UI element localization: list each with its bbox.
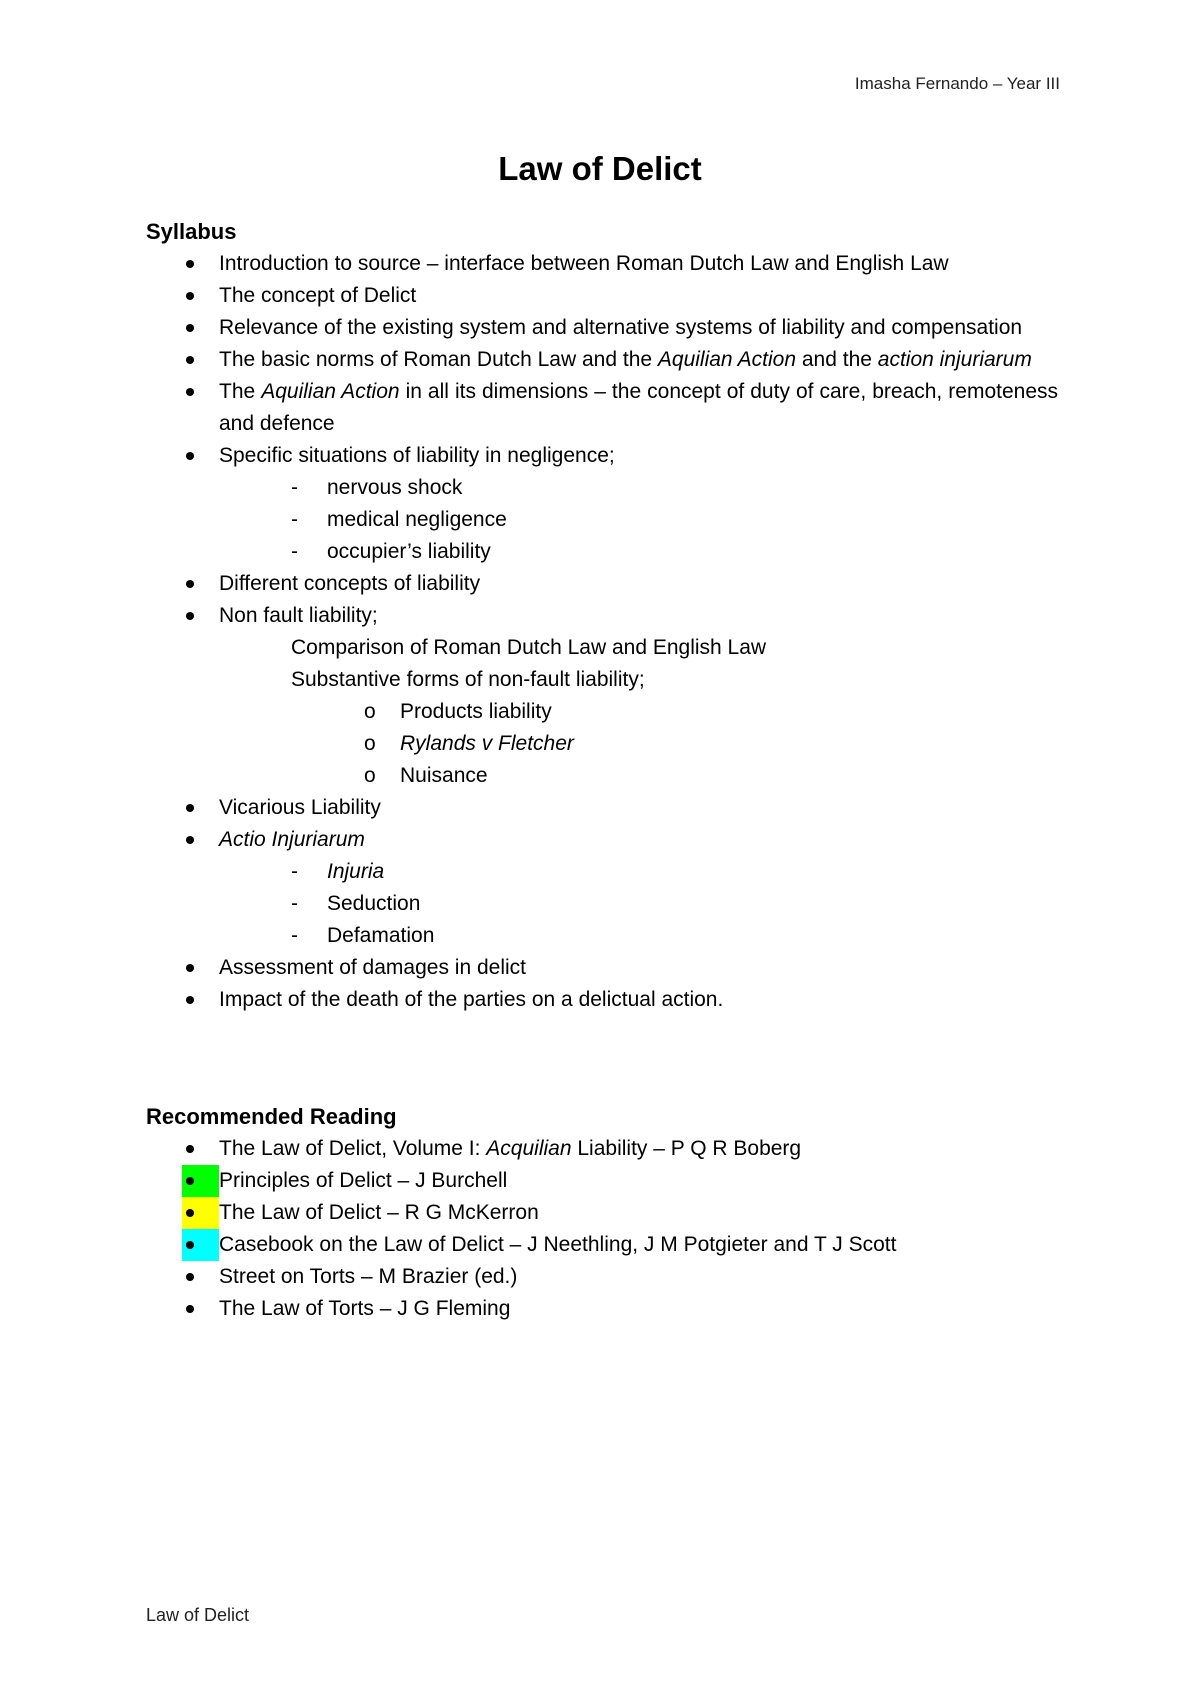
- reading-section: [146, 1101, 1058, 1325]
- list-item: Non fault liability; Comparison of Roman Dutch Law and English Law Substantive forms of non-fault liability; o Products liability o Rylands v Fletcher o Nuisance: [146, 600, 1058, 792]
- bullet-icon: [186, 1177, 194, 1185]
- sublist-item: - Seduction: [291, 892, 421, 915]
- list-item: Different concepts of liability: [146, 568, 1058, 600]
- list-item-highlighted: Principles of Delict – J Burchell: [182, 1165, 219, 1197]
- syllabus-heading: Syllabus: [146, 219, 237, 244]
- sublist-item: - Injuria: [291, 860, 385, 883]
- sublist: [146, 472, 1058, 568]
- circle-bullet-icon: o: [364, 764, 376, 787]
- reading-list: [146, 1133, 1058, 1325]
- bullet-icon: [186, 580, 194, 588]
- page-title: Law of Delict: [498, 150, 702, 187]
- list-item: The basic norms of Roman Dutch Law and the Aquilian Action and the action injuriarum: [146, 344, 1058, 376]
- list-item: Street on Torts – M Brazier (ed.): [146, 1261, 1058, 1293]
- bullet-icon: [186, 260, 194, 268]
- reading-heading: Recommended Reading: [146, 1104, 397, 1129]
- bullet-icon: [186, 1145, 194, 1153]
- bullet-icon: [186, 836, 194, 844]
- list-item: The Law of Delict, Volume I: Acquilian Liability – P Q R Boberg: [146, 1133, 1058, 1165]
- list-item: Relevance of the existing system and alternative systems of liability and compensation: [146, 312, 1058, 344]
- indented-line: Substantive forms of non-fault liability;: [291, 668, 645, 691]
- sublist-item: o Nuisance: [364, 760, 1058, 792]
- circle-bullet-icon: o: [364, 732, 376, 755]
- sublist-item: - occupier’s liability: [291, 540, 491, 563]
- bullet-icon: [186, 612, 194, 620]
- bullet-icon: [186, 996, 194, 1004]
- bullet-icon: [186, 388, 194, 396]
- bullet-icon: [186, 964, 194, 972]
- sublist-item: - medical negligence: [291, 508, 507, 531]
- list-item: Impact of the death of the parties on a delictual action.: [146, 984, 1058, 1016]
- list-item: Specific situations of liability in negligence; - nervous shock - medical negligence - occupier’s liability: [146, 440, 1058, 568]
- list-item: The concept of Delict: [146, 280, 1058, 312]
- sublist-item: o Rylands v Fletcher: [364, 728, 1058, 760]
- sublist-item: - Defamation: [291, 924, 435, 947]
- sublist-item: - nervous shock: [291, 476, 463, 499]
- sublist: [146, 696, 1058, 792]
- sublist: [146, 856, 1058, 952]
- list-item: Introduction to source – interface between Roman Dutch Law and English Law: [146, 248, 1058, 280]
- bullet-icon: [186, 1273, 194, 1281]
- list-item: Vicarious Liability: [146, 792, 1058, 824]
- list-item: The Aquilian Action in all its dimensions – the concept of duty of care, breach, remoteness and defence: [146, 376, 1058, 440]
- list-item-highlighted: Casebook on the Law of Delict – J Neethling, J M Potgieter and T J Scott: [182, 1229, 219, 1261]
- indented-line: Comparison of Roman Dutch Law and English Law: [291, 636, 767, 659]
- syllabus-list: [146, 248, 1058, 1016]
- sublist-item: o Products liability: [364, 696, 1058, 728]
- list-item: Assessment of damages in delict: [146, 952, 1058, 984]
- bullet-icon: [186, 804, 194, 812]
- list-item: Actio Injuriarum - Injuria - Seduction - Defamation: [146, 824, 1058, 952]
- bullet-icon: [186, 356, 194, 364]
- bullet-icon: [186, 1241, 194, 1249]
- bullet-icon: [186, 1305, 194, 1313]
- bullet-icon: [186, 452, 194, 460]
- page-header: Imasha Fernando – Year III: [854, 74, 1060, 93]
- syllabus-section: [146, 216, 1058, 1016]
- list-item-highlighted: The Law of Delict – R G McKerron: [182, 1197, 219, 1229]
- bullet-icon: [186, 324, 194, 332]
- bullet-icon: [186, 1209, 194, 1217]
- circle-bullet-icon: o: [364, 700, 376, 723]
- bullet-icon: [186, 292, 194, 300]
- page-footer: Law of Delict: [146, 1605, 250, 1625]
- list-item: The Law of Torts – J G Fleming: [146, 1293, 1058, 1325]
